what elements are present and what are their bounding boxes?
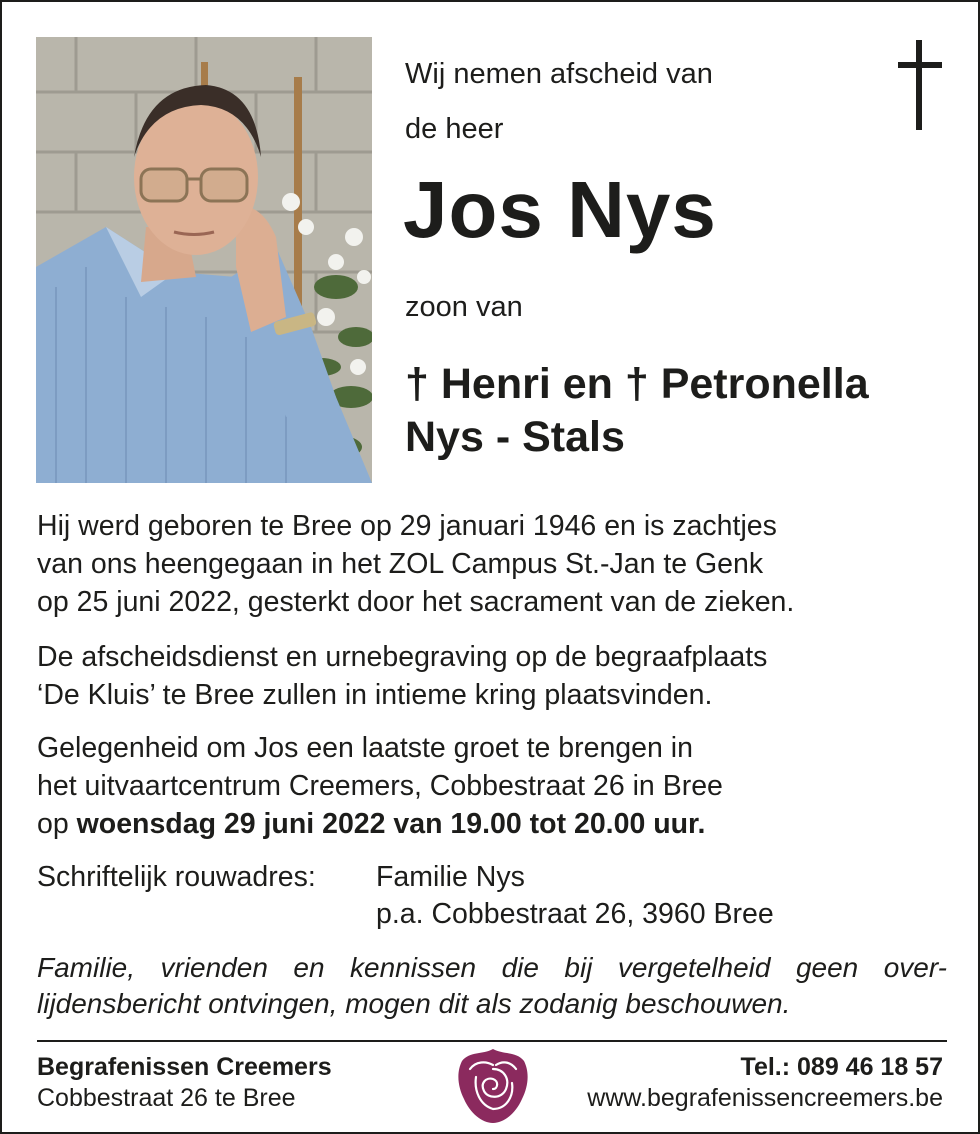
paragraph-line: op 25 juni 2022, gesterkt door het sacrament van de zieken. [37,586,795,618]
latin-cross-icon [898,40,942,130]
paragraph-line: van ons heengegaan in het ZOL Campus St.-Jan te Genk [37,548,764,580]
paragraph-line: Gelegenheid om Jos een laatste groet te brengen in [37,732,693,764]
funeral-home-contact [587,1052,943,1114]
funeral-home-name: Begrafenissen Creemers [37,1053,332,1081]
website-link[interactable]: www.begrafenissencreemers.be [587,1084,943,1112]
paragraph-line: ‘De Kluis’ te Bree zullen in intieme kring plaatsvinden. [37,679,713,711]
funeral-home-info [37,1052,332,1114]
mourning-address-label: Schriftelijk rouwadres: [37,861,316,893]
phone-number: Tel.: 089 46 18 57 [740,1053,943,1081]
footnote-line: Familie, vrienden en kennissen die bij vergetelheid geen over- [37,952,947,983]
portrait-photo [36,37,372,483]
funeral-home-address: Cobbestraat 26 te Bree [37,1084,296,1112]
paragraph-line: Hij werd geboren te Bree op 29 januari 1946 en is zachtjes [37,510,777,542]
birth-death-paragraph [37,507,957,621]
paragraph-line: het uitvaartcentrum Creemers, Cobbestraat 26 in Bree [37,770,723,802]
parents-line-2: Nys - Stals [405,413,625,461]
footer-divider [37,1040,947,1042]
son-of-label: zoon van [405,291,523,323]
visitation-date-time: woensdag 29 juni 2022 van 19.00 tot 20.00 uur. [76,808,706,840]
paragraph-line: De afscheidsdienst en urnebegraving op de begraafplaats [37,641,768,673]
deceased-name: Jos Nys [403,165,717,254]
paragraph-line [37,805,957,843]
parents-line-1: † Henri en † Petronella [405,360,869,408]
visitation-paragraph [37,729,957,843]
mourning-address-line-2: p.a. Cobbestraat 26, 3960 Bree [376,898,774,930]
rose-icon [456,1047,530,1125]
notice-footnote [37,950,947,1022]
footnote-line: lijdensbericht ontvingen, mogen dit als zodanig beschouwen. [37,988,791,1019]
mourning-address-line-1: Familie Nys [376,861,525,893]
service-paragraph [37,638,957,714]
intro-line-1: Wij nemen afscheid van [405,58,713,90]
visitation-prefix: op [37,808,77,840]
intro-line-2: de heer [405,113,504,145]
parents-names [405,358,869,464]
